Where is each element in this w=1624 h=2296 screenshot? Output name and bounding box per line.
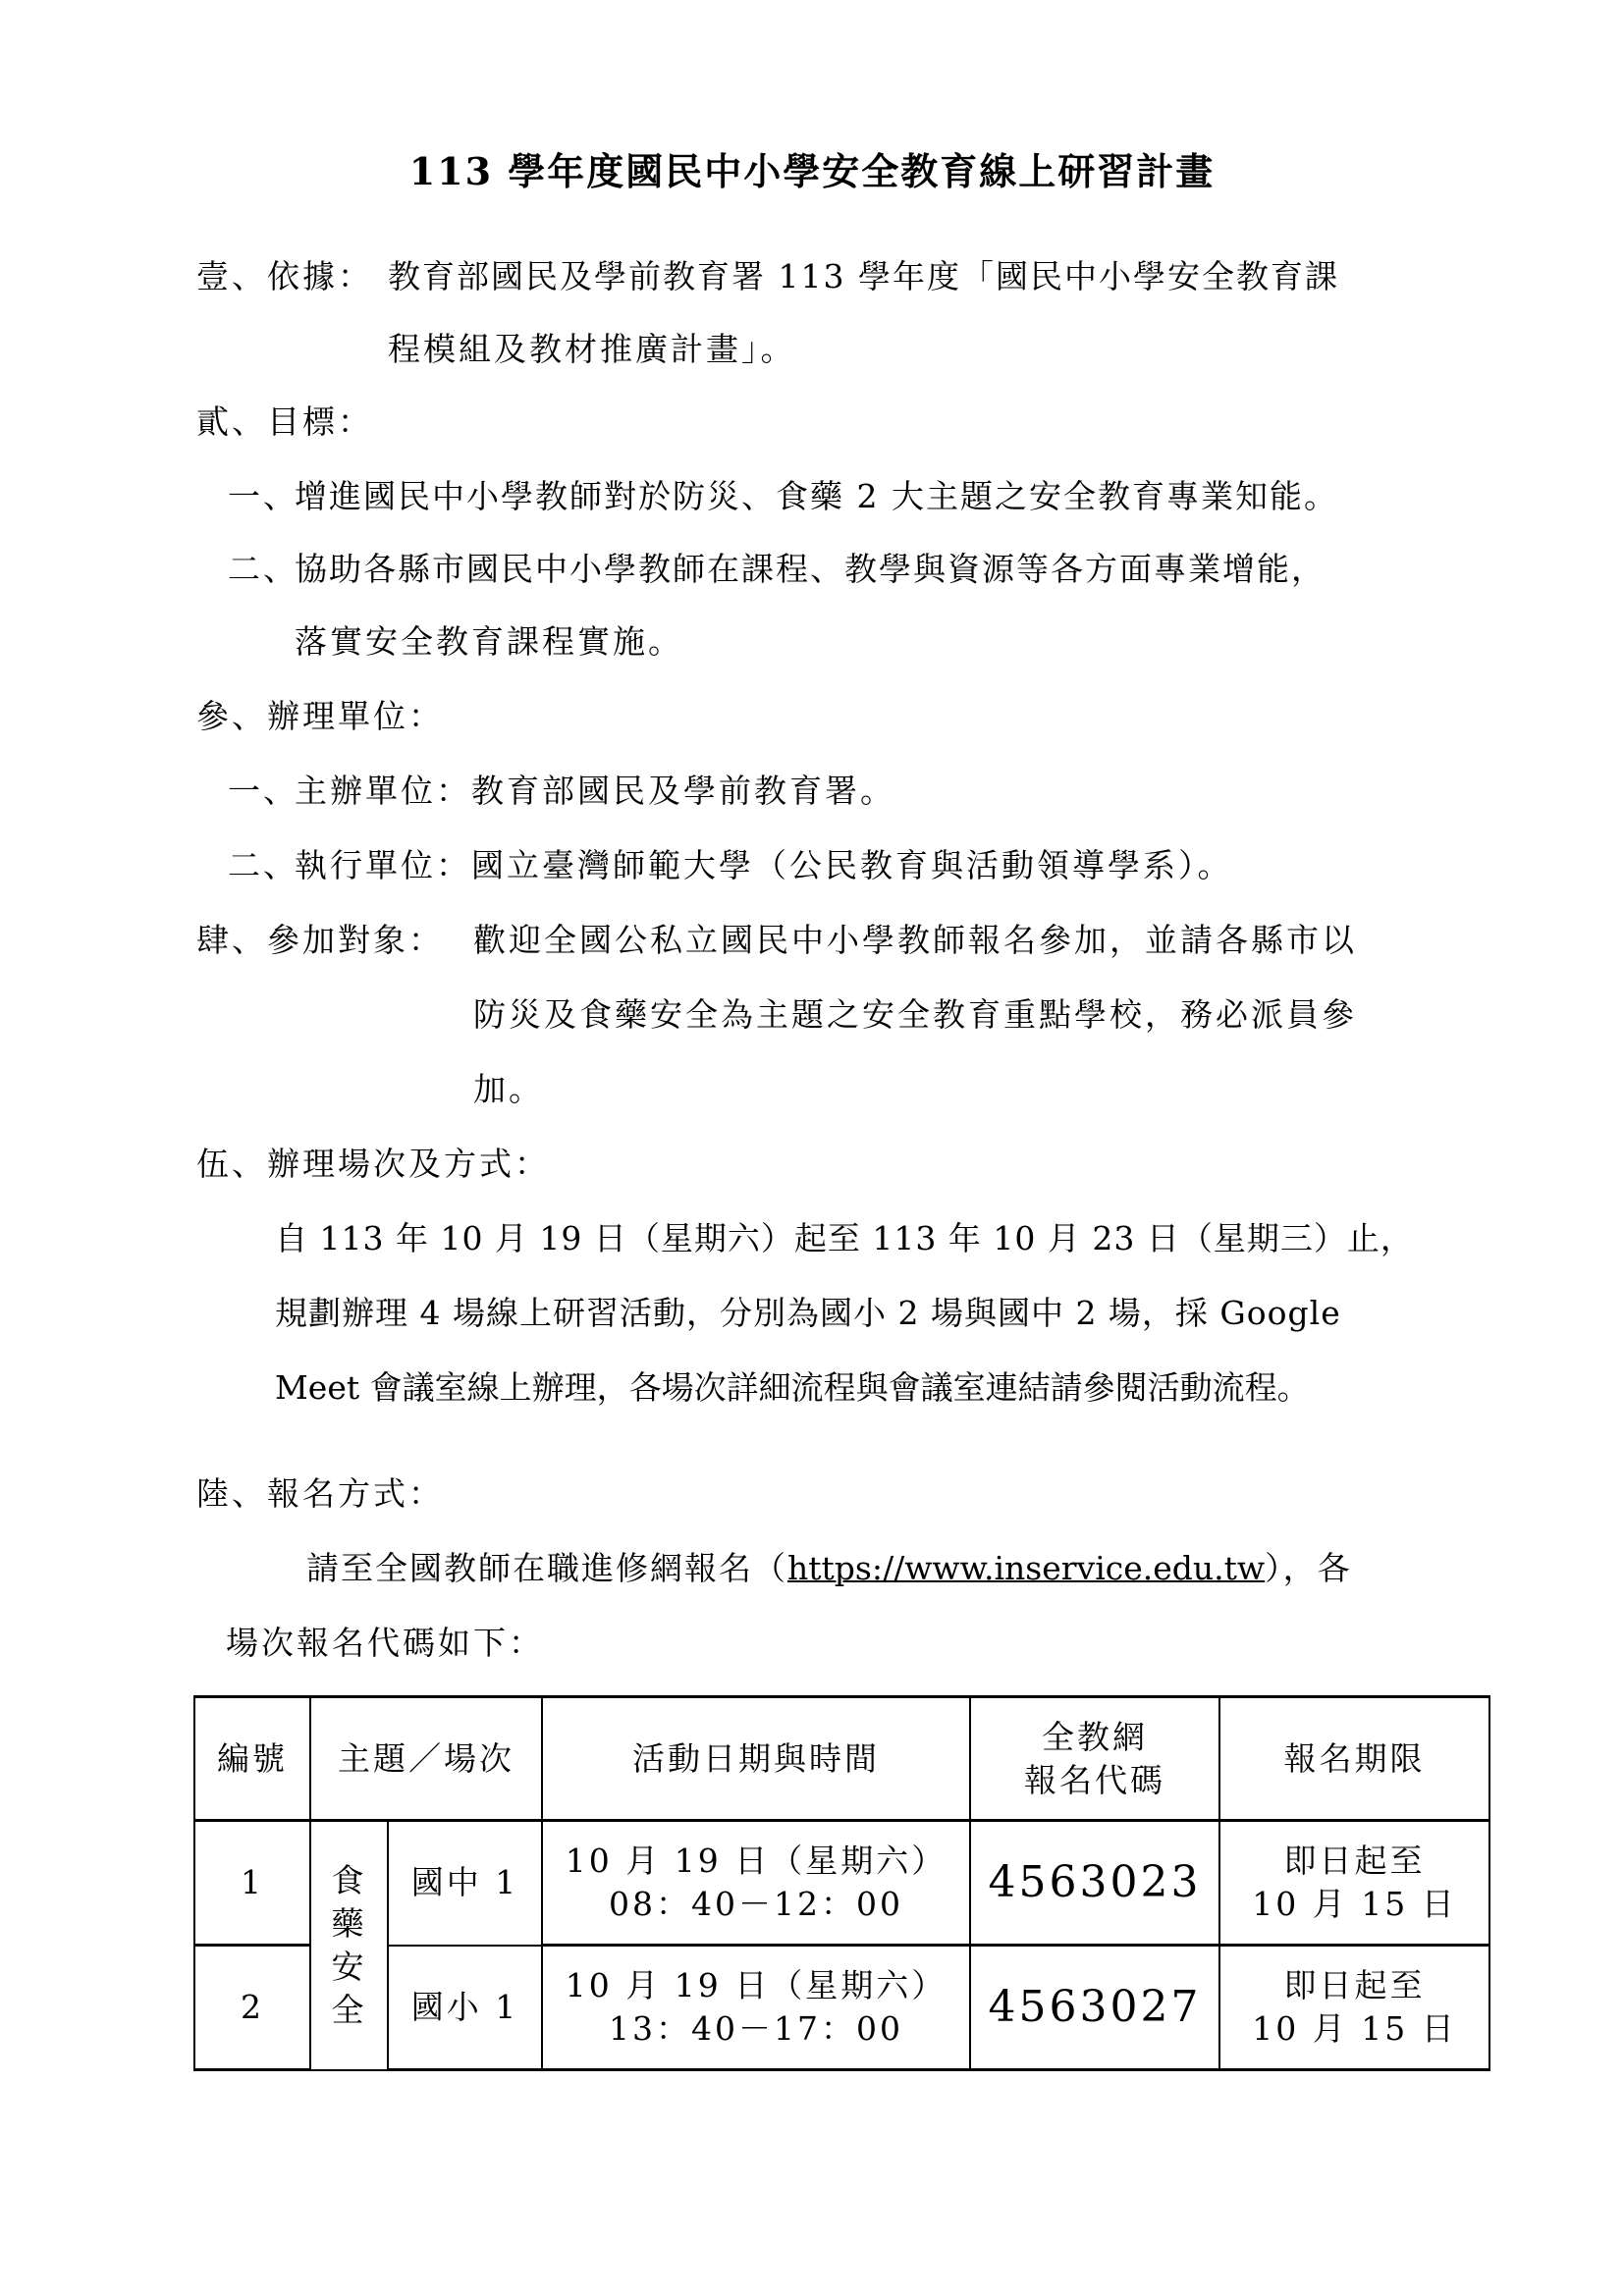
cell-deadline-line2: 10 月 15 日: [1252, 2009, 1457, 2048]
list-item-prefix: 一、: [228, 772, 298, 810]
header-topic-session: 主題／場次: [310, 1697, 542, 1821]
inservice-link[interactable]: https://www.inservice.edu.tw: [787, 1549, 1266, 1587]
header-code: [970, 1697, 1219, 1821]
cell-date: 10 月 19 日（星期六）: [565, 1966, 947, 2004]
registration-text-after: ），各: [1265, 1549, 1352, 1587]
section-text: 規劃辦理 4 場線上研習活動，分別為國小 2 場與國中 2 場，採 Google: [275, 1294, 1341, 1332]
cell-date: 10 月 19 日（星期六）: [565, 1842, 947, 1880]
section-label: 參、辦理單位：: [196, 697, 444, 735]
cell-deadline-line1: 即日起至: [1283, 1966, 1426, 2004]
list-item-prefix: 二、: [228, 846, 298, 884]
cell-time: 08：40－12：00: [609, 1885, 903, 1923]
cell-session: 國中 1: [388, 1821, 542, 1946]
table-row: [194, 1946, 1489, 2070]
cell-code: 4563023: [970, 1821, 1219, 1946]
cell-datetime: [542, 1821, 970, 1946]
table-row: [194, 1821, 1489, 1946]
cell-datetime: [542, 1946, 970, 2070]
section-text: 教育部國民及學前教育署 113 學年度「國民中小學安全教育課: [388, 257, 1339, 295]
list-item-prefix: 一、: [228, 477, 298, 515]
section-text: 自 113 年 10 月 19 日（星期六）起至 113 年 10 月 23 日（星期三）止，: [275, 1219, 1414, 1257]
document-title: 113 學年度國民中小學安全教育線上研習計畫: [408, 149, 1216, 193]
list-item: 協助各縣市國民中小學教師在課程、教學與資源等各方面專業增能，: [295, 550, 1326, 588]
header-datetime: 活動日期與時間: [542, 1697, 970, 1821]
header-code-line1: 全教網: [1042, 1717, 1148, 1756]
header-code-line2: 報名代碼: [1024, 1760, 1165, 1799]
cell-deadline-line1: 即日起至: [1283, 1842, 1426, 1880]
section-text: 加。: [473, 1070, 544, 1108]
section-label: 陸、報名方式：: [196, 1474, 444, 1513]
table-header-row: [194, 1697, 1489, 1821]
list-item-prefix: 二、: [228, 550, 298, 588]
cell-no: 2: [194, 1946, 310, 2070]
cell-deadline: [1219, 1946, 1489, 2070]
list-item: 主辦單位：教育部國民及學前教育署。: [295, 772, 895, 810]
cell-topic: [310, 1821, 388, 2070]
topic-char: 食: [331, 1860, 367, 1899]
section-label: 貳、目標：: [196, 402, 373, 441]
section-text: 防災及食藥安全為主題之安全教育重點學校，務必派員參: [473, 995, 1357, 1034]
list-item: 執行單位：國立臺灣師範大學（公民教育與活動領導學系）。: [295, 846, 1233, 884]
topic-char: 安: [331, 1947, 367, 1986]
cell-deadline: [1219, 1821, 1489, 1946]
topic-char: 藥: [331, 1903, 367, 1943]
cell-time: 13：40－17：00: [609, 2009, 903, 2048]
registration-text-before: 請至全國教師在職進修網報名（: [306, 1549, 787, 1587]
list-item: 增進國民中小學教師對於防災、食藥 2 大主題之安全教育專業知能。: [295, 477, 1338, 515]
cell-no: 1: [194, 1821, 310, 1946]
registration-code-table: [193, 1695, 1490, 2071]
cell-deadline-line2: 10 月 15 日: [1252, 1885, 1457, 1923]
registration-text: [306, 1549, 1352, 1588]
header-no: 編號: [194, 1697, 310, 1821]
header-deadline: 報名期限: [1219, 1697, 1489, 1821]
section-label: 壹、依據：: [196, 257, 373, 295]
section-text: 程模組及教材推廣計畫」。: [388, 330, 796, 368]
section-text: 歡迎全國公私立國民中小學教師報名參加，並請各縣市以: [473, 921, 1357, 959]
section-text: 場次報名代碼如下：: [226, 1624, 544, 1662]
section-label: 肆、參加對象：: [196, 921, 444, 959]
cell-code: 4563027: [970, 1946, 1219, 2070]
topic-char: 全: [331, 1990, 367, 2029]
list-item: 落實安全教育課程實施。: [295, 622, 683, 661]
cell-session: 國小 1: [388, 1946, 542, 2070]
section-text: Meet 會議室線上辦理，各場次詳細流程與會議室連結請參閱活動流程。: [275, 1368, 1310, 1407]
section-label: 伍、辦理場次及方式：: [196, 1145, 550, 1183]
